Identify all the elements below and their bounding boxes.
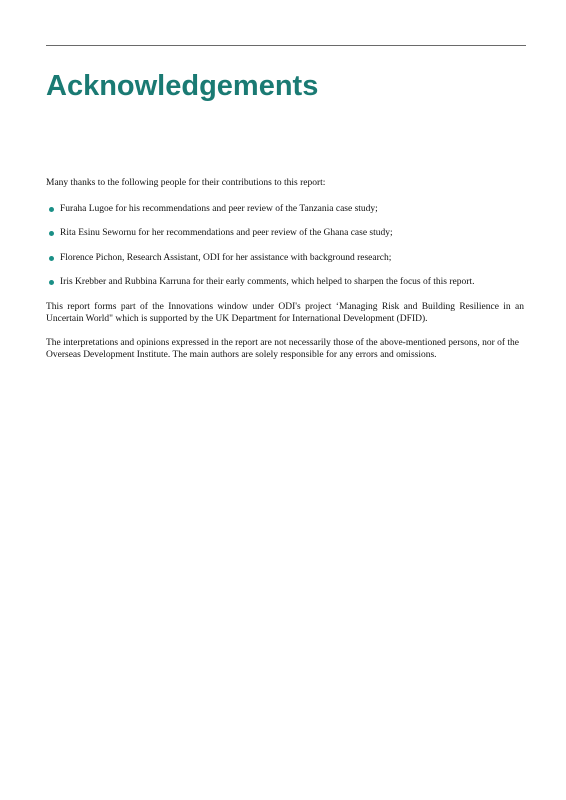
list-item <box>46 227 524 240</box>
bullet-icon <box>49 207 54 212</box>
project-paragraph: This report forms part of the Innovations window under ODI's project ‘Managing Risk and Building Resilience in an Uncertain World" which is supported by the UK Department for International Development (DFID). <box>46 301 524 324</box>
bullet-icon <box>49 256 54 261</box>
acknowledgements-body <box>46 177 524 373</box>
list-item-text: Rita Esinu Sewornu for her recommendations and peer review of the Ghana case study; <box>60 228 393 238</box>
intro-paragraph: Many thanks to the following people for their contributions to this report: <box>46 178 326 188</box>
page-title: Acknowledgements <box>46 70 319 102</box>
list-item-text: Iris Krebber and Rubbina Karruna for their early comments, which helped to sharpen the focus of this report. <box>60 277 475 287</box>
header-divider <box>46 45 526 46</box>
list-item <box>46 252 524 265</box>
bullet-icon <box>49 280 54 285</box>
list-item-text: Florence Pichon, Research Assistant, ODI for her assistance with background research; <box>60 252 392 263</box>
bullet-icon <box>49 231 54 236</box>
list-item <box>46 203 524 216</box>
list-item <box>46 276 524 289</box>
contributors-list <box>46 203 524 289</box>
list-item-text: Furaha Lugoe for his recommendations and peer review of the Tanzania case study; <box>60 203 378 214</box>
disclaimer-paragraph: The interpretations and opinions expressed in the report are not necessarily those of the above-mentioned persons, nor of the Overseas Development Institute. The main authors are solely responsible for any errors and omissions. <box>46 337 520 360</box>
